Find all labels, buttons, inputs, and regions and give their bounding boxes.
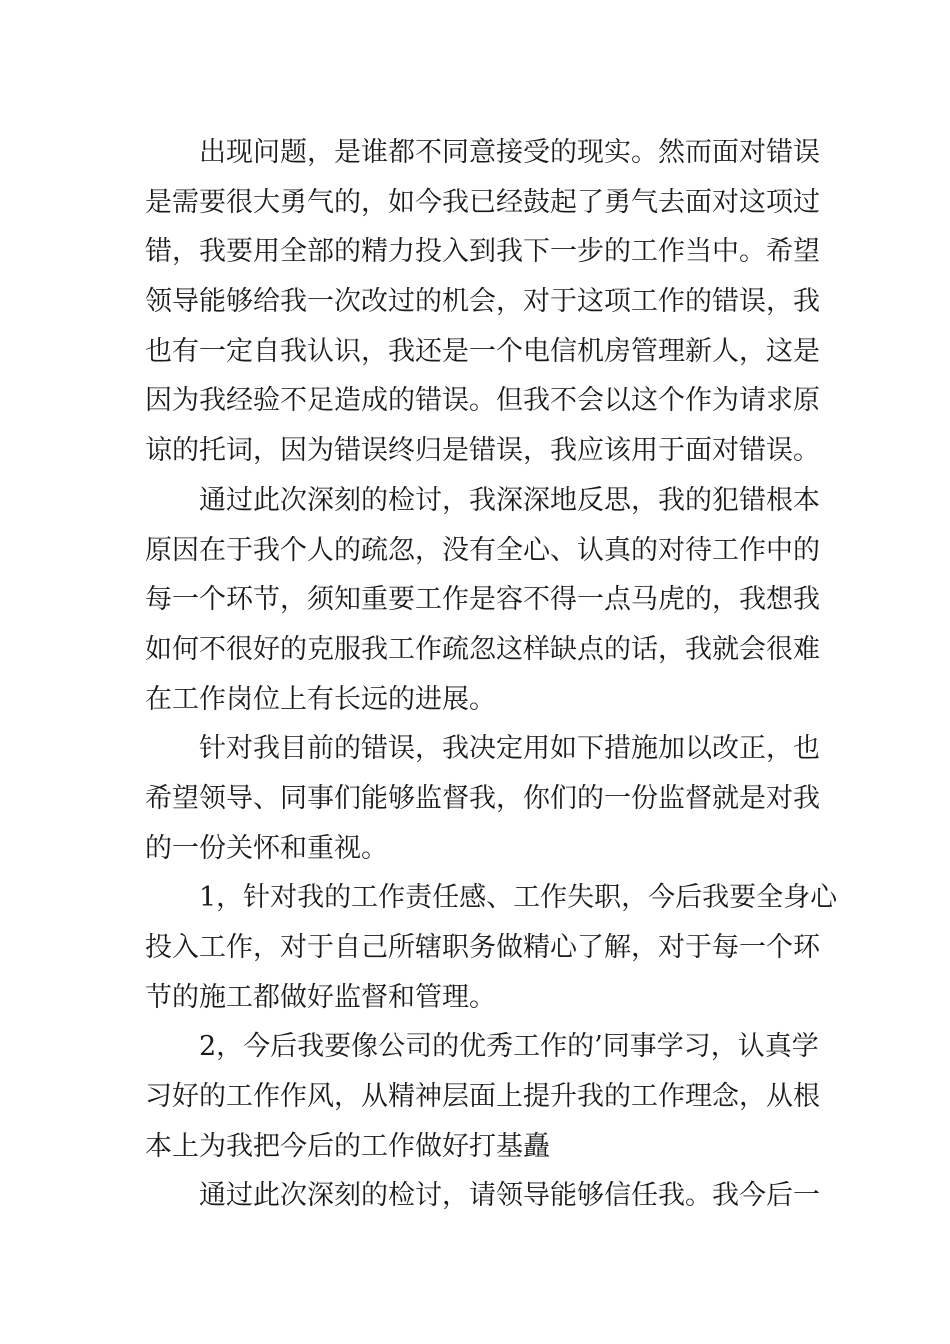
text-line: 通过此次深刻的检讨，我深深地反思，我的犯错根本	[199, 484, 820, 516]
text-line: 出现问题，是谁都不同意接受的现实。然而面对错误	[199, 137, 820, 168]
text-line: 投入工作，对于自己所辖职务做精心了解，对于每一个环	[145, 932, 820, 963]
text-line: 每一个环节，须知重要工作是容不得一点马虎的，我想我	[145, 584, 820, 616]
text-line: 在工作岗位上有长远的进展。	[145, 683, 496, 715]
text-line: 希望领导、同事们能够监督我，你们的一份监督就是对我	[145, 782, 820, 814]
text-line: 错，我要用全部的精力投入到我下一步的工作当中。希望	[145, 236, 820, 268]
text-line: 因为我经验不足造成的错误。但我不会以这个作为请求原	[145, 385, 820, 417]
document-body	[145, 128, 838, 1221]
text-line: 节的施工都做好监督和管理。	[145, 981, 496, 1013]
text-line: 是需要很大勇气的，如今我已经鼓起了勇气去面对这项过	[145, 186, 820, 218]
text-line: 谅的托词，因为错误终归是错误，我应该用于面对错误。	[145, 435, 820, 467]
text-line: 习好的工作作风，从精神层面上提升我的工作理念，从根	[145, 1081, 820, 1113]
text-line: 2，今后我要像公司的优秀工作的’同事学习，认真学	[199, 1031, 819, 1063]
text-line: 领导能够给我一次改过的机会，对于这项工作的错误，我	[145, 286, 820, 318]
text-line: 的一份关怀和重视。	[145, 832, 388, 864]
text-line: 针对我目前的错误，我决定用如下措施加以改正，也	[199, 733, 820, 765]
text-line: 原因在于我个人的疏忽，没有全心、认真的对待工作中的	[145, 534, 820, 566]
text-line: 通过此次深刻的检讨，请领导能够信任我。我今后一	[199, 1180, 820, 1212]
text-line: 本上为我把今后的工作做好打基矗	[145, 1130, 550, 1162]
text-line: 如何不很好的克服我工作疏忽这样缺点的话，我就会很难	[145, 633, 820, 665]
text-line: 也有一定自我认识，我还是一个电信机房管理新人，这是	[145, 335, 820, 367]
text-line: 1，针对我的工作责任感、工作失职，今后我要全身心	[199, 882, 838, 914]
